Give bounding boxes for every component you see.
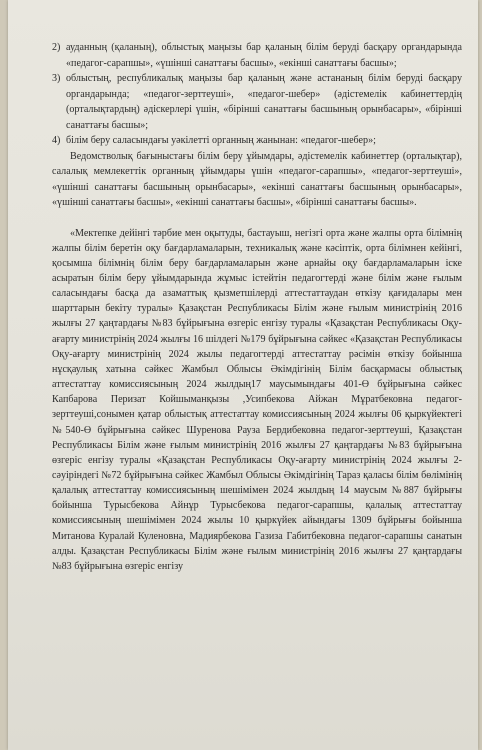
document-body	[52, 40, 462, 574]
paragraph-subordinate-organizations: Ведомстволық бағыныстағы білім беру ұйымдары, әдістемелік кабинеттер (орталықтар), салалық мемлекеттік органның ұйымдары үшін «педагог-сарапшы», «педагог-зерттеуші», «үшінші санаттағы басшының орынбасары», «екінші санаттағы басшының орынбасары», «үшінші санаттағы басшы», «екінші санаттағы басшы», «бірінші санаттағы басшы».	[52, 150, 462, 208]
list-text: облыстың, республикалық маңызы бар қаланың және астананың білім беруді басқару органдарында; «педагог-зерттеуші», «педагог-шебер» (әдістемелік кабинеттердің (орталықтардың) әдіскерлері үшін, «бірінші санаттағы басшының орынбасары», «бірінші санаттағы басшы»;	[66, 73, 462, 131]
list-item	[52, 133, 462, 149]
list-number: 3)	[52, 73, 61, 84]
paragraph-attestation-results: «Мектепке дейінгі тәрбие мен оқытуды, бастауыш, негізгі орта және жалпы орта білімнің жалпы білім беретін оқу бағдарламаларын, техникалық және кәсіптік, орта білімнен кейінгі, қосымша білімнің білім беру бағдарламаларын және арнайы оқу бағдарламаларын іске асыратын білім беру ұйымдарында жұмыс істейтін педагогтерді және білім және ғылым саласындағы басқа да азаматтық қызметшілерді аттестаттаудан өткізу қағидалары мен шарттарын бекіту туралы» Қазақстан Республикасы Білім және ғылым министрінің 2016 жылғы 27 қаңтардағы №83 бұйрығына өзгеріс енгізу туралы «Қазақстан Республикасы Оқу-ағарту министрінің 2024 жылғы 16 шілдегі №179 бұйрығына сәйкес «Қазақстан Республикасы Оқу-ағарту министрінің 2024 жылы педагогтерді аттестаттау рәсімін өткізу бойынша нұсқаулық хатына сәйкес Жамбыл Облысы Әкімдігінің Білім басқармасы облыстық аттестаттау комиссиясының 2024 жылдың17 маусымындағы 401-Ө бұйрығына сәйкес Капбарова Перизат Койшыманқызы ,Усипбекова Айжан Мұратбековна педагог-зерттеуші,сонымен қатар облыстық аттестаттау комиссиясының 2024 жылғы 06 қыркүйектегі №540-Ө бұйрығына сәйкес Шуренова Рауза Бердибековна педагог-зерттеуші, Қазақстан Республикасы Білім және ғылым министрінің 2016 жылғы 27 қаңтардағы №83 бұйрығына өзгеріс енгізу туралы «Қазақстан Республикасы Оқу-ағарту министрінің 2024 жылғы 2-сәуіріндегі №72 бұйрығына сәйкес Жамбыл Облысы Әкімдігінің Тараз қаласы білім бөлімінің қалалық аттестаттау комиссиясының шешімімен 2024 жылдың 14 маусым №887 бұйрығы бойынша Турысбекова Айнұр Турысбекова педагог-сарапшы, қалалық аттестаттау комиссиясының шешімімен 2024 жылы 10 қыркүйек айындағы 1309 бұйрығы бойынша Митанова Куралай Куленовна, Мадиярбекова Газиза Габитбековна педагог-сарапшы санатын алды. Қазақстан Республикасы Білім және ғылым министрінің 2016 жылғы 27 қаңтардағы №83 бұйрығына өзгеріс енгізу	[52, 227, 462, 572]
list-text: білім беру саласындағы уәкілетті органның жанынан: «педагог-шебер»;	[66, 135, 376, 146]
spacer	[52, 211, 462, 226]
list-item	[52, 71, 462, 133]
list-number: 4)	[52, 135, 61, 146]
list-item	[52, 40, 462, 71]
list-number: 2)	[52, 42, 61, 53]
list-text: ауданның (қаланың), облыстық маңызы бар қаланың білім беруді басқару органдарында «педагог-сарапшы», «үшінші санаттағы басшы», «екінші санаттағы басшы»;	[66, 42, 462, 69]
document-page	[8, 0, 478, 750]
